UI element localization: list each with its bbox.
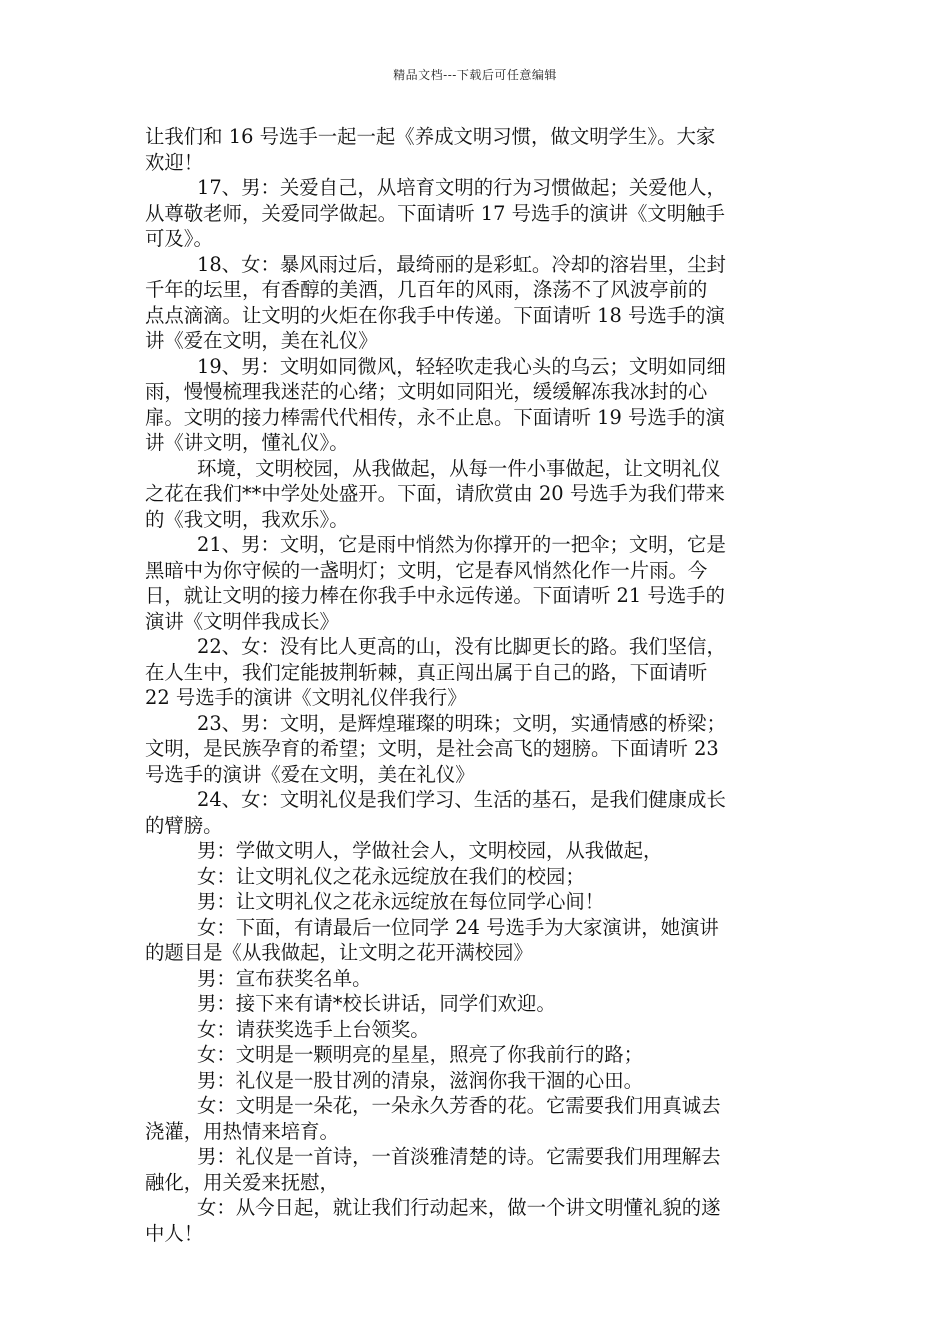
text-line: 男：接下来有请*校长讲话，同学们欢迎。 <box>197 992 556 1015</box>
text-line: 女：文明是一颗明亮的星星，照亮了你我前行的路； <box>197 1043 643 1066</box>
text-line: 女：请获奖选手上台领奖。 <box>197 1017 430 1041</box>
text-line: 浇灌，用热情来培育。 <box>145 1119 339 1143</box>
text-line: 可及》。 <box>145 227 213 250</box>
text-line: 的《我文明，我欢乐》。 <box>145 507 349 531</box>
text-line: 中人！ <box>145 1221 204 1245</box>
text-line: 19、男：文明如同微风，轻轻吹走我心头的乌云；文明如同细 <box>197 354 726 378</box>
text-line: 女：下面，有请最后一位同学 24 号选手为大家演讲，她演讲 <box>197 915 719 939</box>
text-line: 男：礼仪是一股甘冽的清泉，滋润你我干涸的心田。 <box>197 1068 643 1092</box>
text-line: 男：宣布获奖名单。 <box>197 966 372 990</box>
text-line: 雨，慢慢梳理我迷茫的心绪；文明如同阳光，缓缓解冻我冰封的心 <box>145 380 708 403</box>
text-line: 扉。文明的接力棒需代代相传，永不止息。下面请听 19 号选手的演 <box>145 405 725 429</box>
text-line: 23、男：文明，是辉煌璀璨的明珠；文明，实通情感的桥梁； <box>197 711 726 735</box>
text-line: 在人生中，我们定能披荆斩棘，真正闯出属于自己的路，下面请听 <box>145 660 708 684</box>
text-line: 演讲《文明伴我成长》 <box>145 609 339 633</box>
text-line: 千年的坛里，有香醇的美酒，几百年的风雨，涤荡不了风波亭前的 <box>145 278 708 301</box>
text-line: 欢迎！ <box>145 150 204 174</box>
text-line: 之花在我们**中学处处盛开。下面，请欣赏由 20 号选手为我们带来 <box>145 482 725 505</box>
page-header: 精品文档---下载后可任意编辑 <box>393 68 557 82</box>
text-line: 讲《爱在文明，美在礼仪》 <box>145 329 378 352</box>
text-line: 让我们和 16 号选手一起一起《养成文明习惯，做文明学生》。大家 <box>145 125 716 148</box>
text-line: 讲《讲文明，懂礼仪》。 <box>145 431 349 454</box>
text-line: 男：学做文明人，学做社会人，文明校园，从我做起， <box>197 839 663 862</box>
text-line: 22 号选手的演讲《文明礼仪伴我行》 <box>145 686 467 709</box>
text-line: 男：让文明礼仪之花永远绽放在每位同学心间！ <box>197 890 605 913</box>
text-line: 文明，是民族孕育的希望；文明，是社会高飞的翅膀。下面请听 23 <box>145 737 719 760</box>
text-line: 女：文明是一朵花，一朵永久芳香的花。它需要我们用真诚去 <box>197 1094 721 1117</box>
text-line: 22、女：没有比人更高的山，没有比脚更长的路。我们坚信， <box>197 635 726 658</box>
text-line: 18、女：暴风雨过后，最绮丽的是彩虹。冷却的溶岩里，尘封 <box>197 252 726 276</box>
text-line: 黑暗中为你守候的一盏明灯；文明，它是春风悄然化作一片雨。今 <box>145 558 708 582</box>
document-body <box>145 124 811 1246</box>
text-line: 17、男：关爱自己，从培育文明的行为习惯做起；关爱他人， <box>197 176 726 199</box>
text-line: 的题目是《从我做起，让文明之花开满校园》 <box>145 941 533 964</box>
text-line: 日，就让文明的接力棒在你我手中永远传递。下面请听 21 号选手的 <box>145 584 725 607</box>
text-line: 女：从今日起，就让我们行动起来，做一个讲文明懂礼貌的遂 <box>197 1196 721 1219</box>
text-line: 女：让文明礼仪之花永远绽放在我们的校园； <box>197 864 585 888</box>
text-line: 21、男：文明，它是雨中悄然为你撑开的一把伞；文明，它是 <box>197 533 726 556</box>
text-line: 点点滴滴。让文明的火炬在你我手中传递。下面请听 18 号选手的演 <box>145 303 725 327</box>
text-line: 从尊敬老师，关爱同学做起。下面请听 17 号选手的演讲《文明触手 <box>145 201 725 225</box>
text-line: 号选手的演讲《爱在文明，美在礼仪》 <box>145 762 475 786</box>
text-line: 24、女：文明礼仪是我们学习、生活的基石，是我们健康成长 <box>197 788 726 811</box>
text-line: 男：礼仪是一首诗，一首淡雅清楚的诗。它需要我们用理解去 <box>197 1145 721 1168</box>
text-line: 环境，文明校园，从我做起，从每一件小事做起，让文明礼仪 <box>197 456 721 480</box>
text-line: 的臂膀。 <box>145 813 223 837</box>
text-line: 融化，用关爱来抚慰， <box>145 1170 339 1194</box>
